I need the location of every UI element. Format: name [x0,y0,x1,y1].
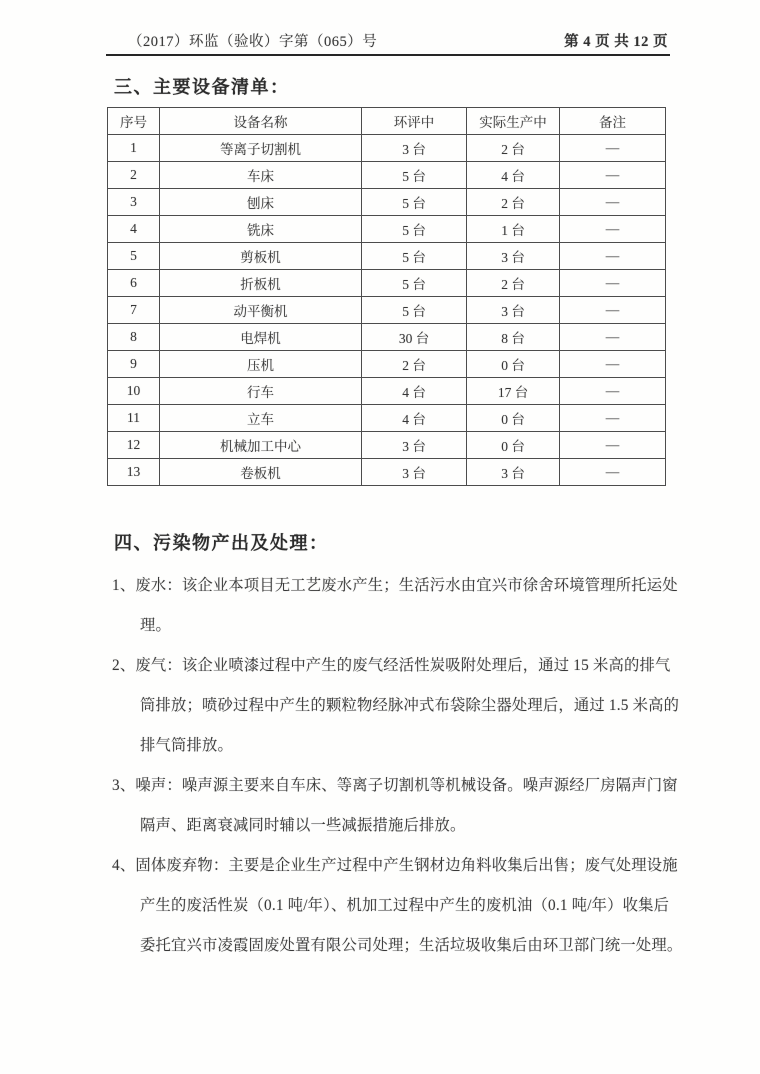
table-cell: 5 台 [362,189,467,216]
table-cell: 5 台 [362,243,467,270]
table-cell: — [560,378,666,405]
table-cell: 等离子切割机 [160,135,362,162]
header-page-indicator: 第 4 页 共 12 页 [564,34,668,50]
table-cell: 13 [108,459,160,486]
table-cell: 7 [108,297,160,324]
table-row [108,297,666,324]
table-cell: — [560,432,666,459]
table-cell: — [560,270,666,297]
table-cell: 车床 [160,162,362,189]
paragraph-line: 隔声、距离衰减同时辅以一些减振措施后排放。 [140,817,466,834]
table-cell: 11 [108,405,160,432]
table-cell: 9 [108,351,160,378]
table-cell: 0 台 [467,432,560,459]
table-row [108,189,666,216]
table-cell: 2 台 [467,135,560,162]
paragraph-line: 产生的废活性炭（0.1 吨/年）、机加工过程中产生的废机油（0.1 吨/年）收集后 [140,897,670,914]
table-cell: 卷板机 [160,459,362,486]
table-cell: 12 [108,432,160,459]
paragraph-line: 排气筒排放。 [140,737,233,754]
table-row [108,459,666,486]
column-header: 序号 [108,108,160,135]
table-cell: 电焊机 [160,324,362,351]
table-cell: — [560,324,666,351]
table-row [108,351,666,378]
section-title-pollutants: 四、污染物产出及处理： [114,533,329,553]
table-cell: 立车 [160,405,362,432]
table-cell: — [560,189,666,216]
table-cell: 5 台 [362,297,467,324]
table-cell: 8 台 [467,324,560,351]
section-title-equipment-list: 三、主要设备清单： [114,77,290,97]
table-cell: 30 台 [362,324,467,351]
table-row [108,216,666,243]
table-cell: 0 台 [467,405,560,432]
equipment-table-head [108,108,666,135]
table-cell: 刨床 [160,189,362,216]
table-cell: — [560,459,666,486]
header-doc-number: （2017）环监（验收）字第（065）号 [128,34,378,50]
table-cell: 3 台 [362,459,467,486]
column-header: 设备名称 [160,108,362,135]
table-cell: 3 [108,189,160,216]
column-header: 实际生产中 [467,108,560,135]
table-cell: 3 台 [362,432,467,459]
table-cell: 4 [108,216,160,243]
table-cell: 3 台 [362,135,467,162]
table-row [108,324,666,351]
table-row [108,135,666,162]
equipment-table-header-row [108,108,666,135]
table-cell: 2 [108,162,160,189]
paragraph-line: 筒排放；喷砂过程中产生的颗粒物经脉冲式布袋除尘器处理后，通过 1.5 米高的 [140,697,680,714]
table-cell: 17 台 [467,378,560,405]
paragraph-line: 理。 [140,617,171,634]
table-cell: — [560,216,666,243]
table-cell: 压机 [160,351,362,378]
table-cell: 2 台 [467,270,560,297]
table-cell: 4 台 [362,405,467,432]
paragraph-line-first: 4、固体废弃物：主要是企业生产过程中产生钢材边角料收集后出售；废气处理设施 [112,857,678,874]
column-header: 环评中 [362,108,467,135]
equipment-table [107,107,666,486]
table-cell: — [560,162,666,189]
table-cell: 机械加工中心 [160,432,362,459]
table-cell: 10 [108,378,160,405]
table-row [108,405,666,432]
table-cell: 折板机 [160,270,362,297]
table-cell: 4 台 [467,162,560,189]
table-cell: — [560,351,666,378]
equipment-table-body [108,135,666,486]
table-row [108,243,666,270]
paragraph-line-first: 3、噪声：噪声源主要来自车床、等离子切割机等机械设备。噪声源经厂房隔声门窗 [112,777,678,794]
table-cell: 5 [108,243,160,270]
table-cell: 5 台 [362,162,467,189]
table-cell: 1 台 [467,216,560,243]
paragraph-line-first: 1、废水：该企业本项目无工艺废水产生；生活污水由宜兴市徐舍环境管理所托运处 [112,577,678,594]
table-cell: 动平衡机 [160,297,362,324]
table-cell: 铣床 [160,216,362,243]
table-cell: 2 台 [467,189,560,216]
table-cell: 1 [108,135,160,162]
table-cell: 5 台 [362,216,467,243]
table-cell: — [560,297,666,324]
table-cell: 0 台 [467,351,560,378]
table-row [108,378,666,405]
table-cell: — [560,135,666,162]
table-cell: 3 台 [467,459,560,486]
column-header: 备注 [560,108,666,135]
table-cell: 2 台 [362,351,467,378]
table-row [108,432,666,459]
table-cell: 8 [108,324,160,351]
table-row [108,270,666,297]
table-cell: 6 [108,270,160,297]
paragraph-line-first: 2、废气：该企业喷漆过程中产生的废气经活性炭吸附处理后，通过 15 米高的排气 [112,657,671,674]
table-cell: 3 台 [467,297,560,324]
table-cell: — [560,243,666,270]
table-row [108,162,666,189]
paragraph-line: 委托宜兴市凌霞固废处置有限公司处理；生活垃圾收集后由环卫部门统一处理。 [140,937,683,954]
header-rule [106,54,670,56]
table-cell: 3 台 [467,243,560,270]
table-cell: 5 台 [362,270,467,297]
pollutant-paragraphs [112,566,683,966]
table-cell: — [560,405,666,432]
table-cell: 行车 [160,378,362,405]
table-cell: 4 台 [362,378,467,405]
table-cell: 剪板机 [160,243,362,270]
